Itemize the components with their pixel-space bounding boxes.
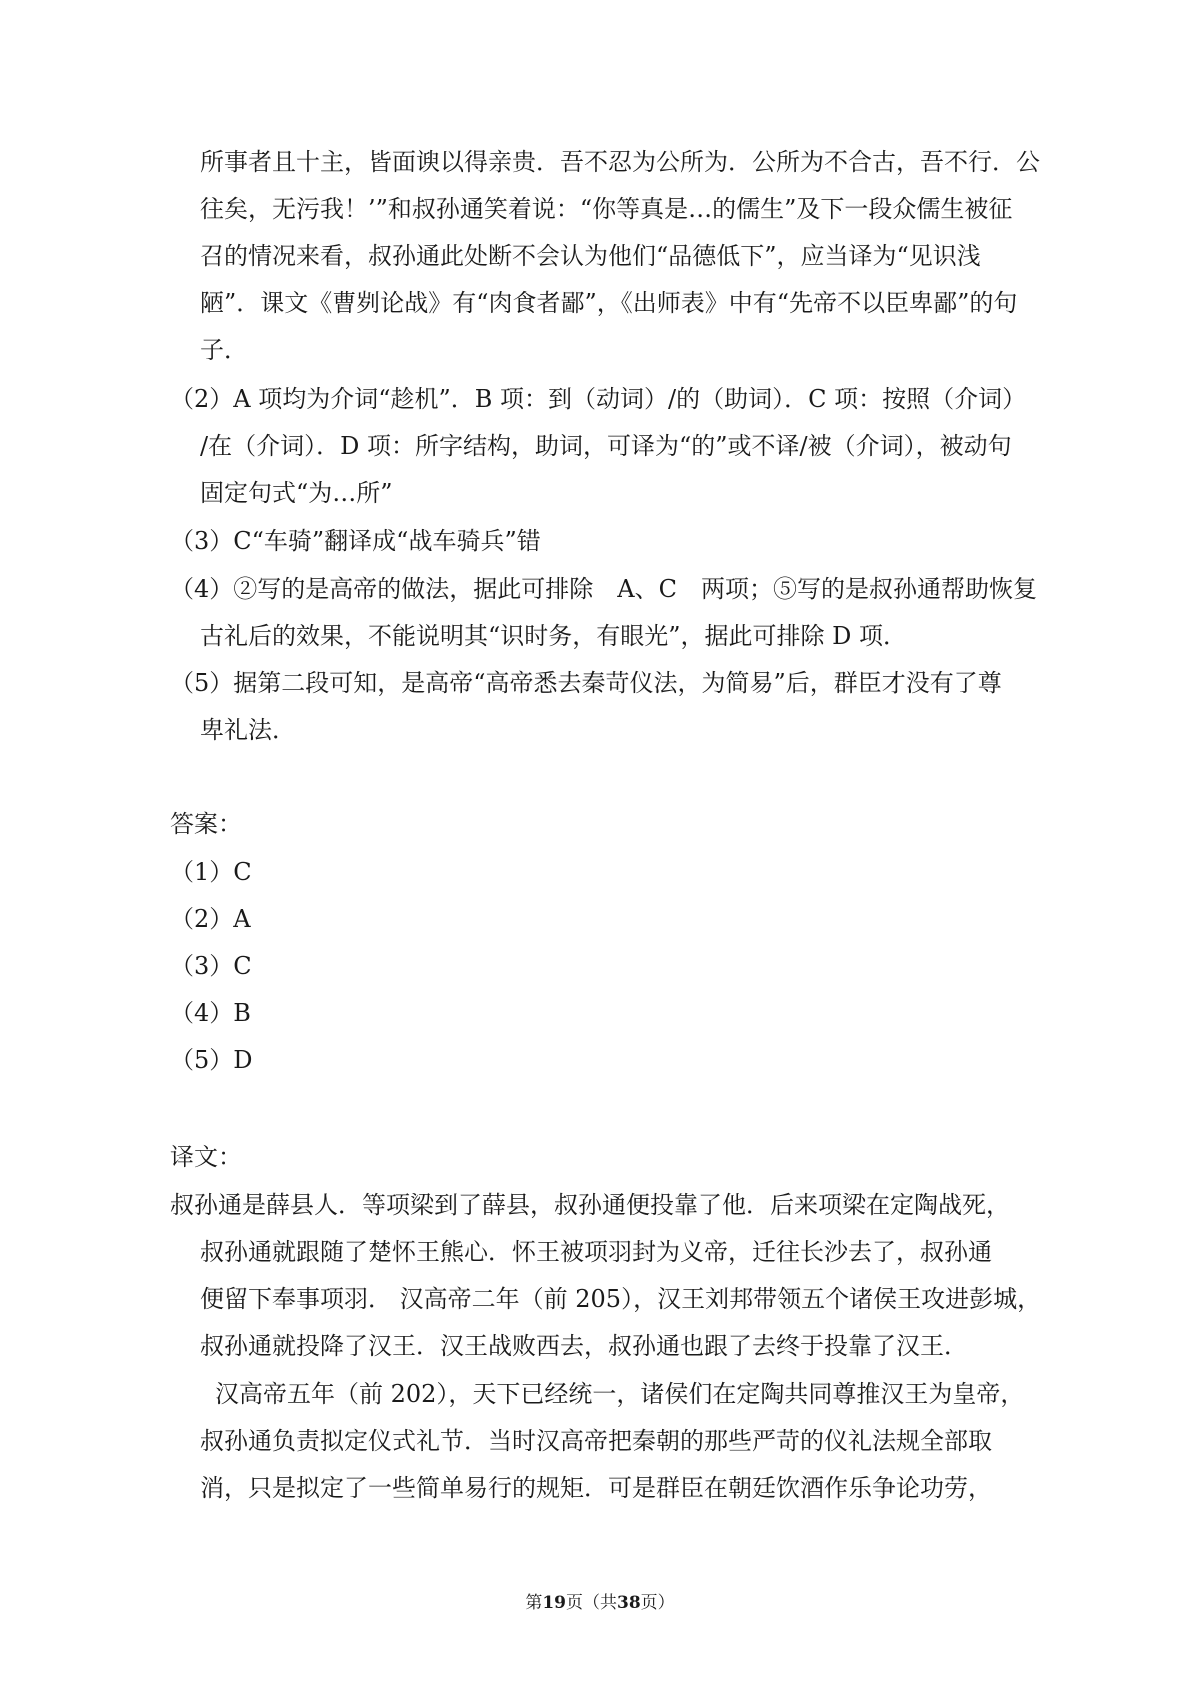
answer-item: （2）A: [170, 905, 251, 933]
translation-paragraph-line: 叔孙通就投降了汉王．汉王战败西去，叔孙通也跟了去终于投靠了汉王．: [200, 1332, 968, 1360]
explanation-item-2: （2）A 项均为介词“趁机”．B 项：到（动词）/的（助词）．C 项：按照（介词）: [170, 385, 1027, 413]
footer-middle: 页（共: [566, 1593, 617, 1613]
translation-paragraph-line: 叔孙通负责拟定仪式礼节．当时汉高帝把秦朝的那些严苛的仪礼法规全部取: [200, 1427, 992, 1455]
translation-paragraph-line: 消，只是拟定了一些简单易行的规矩．可是群臣在朝廷饮酒作乐争论功劳，: [200, 1474, 992, 1502]
explanation-item-3: （3）C“车骑”翻译成“战车骑兵”错: [170, 527, 541, 555]
footer-prefix: 第: [525, 1593, 543, 1613]
explanation-line: 召的情况来看，叔孙通此处断不会认为他们“品德低下”，应当译为“见识浅: [200, 242, 981, 270]
footer-total-pages: 38: [617, 1593, 641, 1613]
translation-paragraph-line: 叔孙通是薛县人．等项梁到了薛县，叔孙通便投靠了他．后来项梁在定陶战死，: [170, 1191, 1010, 1219]
explanation-item-5-line: 卑礼法．: [200, 716, 296, 744]
answer-item: （5）D: [170, 1046, 253, 1074]
translation-paragraph-line: 汉高帝五年（前 202），天下已经统一，诸侯们在定陶共同尊推汉王为皇帝，: [215, 1380, 1025, 1408]
explanation-item-4: （4）②写的是高帝的做法，据此可排除 A、C 两项；⑤写的是叔孙通帮助恢复: [170, 575, 1037, 603]
footer-page-number: 19: [542, 1593, 566, 1613]
answer-item: （1）C: [170, 858, 252, 886]
answer-item: （4）B: [170, 999, 251, 1027]
translation-heading: 译文：: [170, 1143, 242, 1171]
translation-paragraph-line: 便留下奉事项羽． 汉高帝二年（前 205），汉王刘邦带领五个诸侯王攻进彭城，: [200, 1285, 1042, 1313]
answer-item: （3）C: [170, 952, 252, 980]
explanation-item-4-line: 古礼后的效果，不能说明其“识时务，有眼光”，据此可排除 D 项．: [200, 622, 908, 650]
answers-heading: 答案：: [170, 810, 242, 838]
explanation-item-2-line: 固定句式“为…所”: [200, 479, 393, 507]
footer-suffix: 页）: [640, 1593, 675, 1613]
explanation-line: 往矣，无污我！’”和叔孙通笑着说：“你等真是…的儒生”及下一段众儒生被征: [200, 195, 1013, 223]
explanation-line: 所事者且十主，皆面谀以得亲贵．吾不忍为公所为．公所为不合古，吾不行．公: [200, 148, 1040, 176]
explanation-line: 子．: [200, 336, 248, 364]
explanation-item-2-line: /在（介词）．D 项：所字结构，助词，可译为“的”或不译/被（介词），被动句: [200, 432, 1012, 460]
page-footer: [0, 1592, 1200, 1614]
translation-paragraph-line: 叔孙通就跟随了楚怀王熊心．怀王被项羽封为义帝，迁往长沙去了，叔孙通: [200, 1238, 992, 1266]
explanation-item-5: （5）据第二段可知，是高帝“高帝悉去秦苛仪法，为简易”后，群臣才没有了尊: [170, 669, 1002, 697]
explanation-line: 陋”．课文《曹刿论战》有“肉食者鄙”，《出师表》中有“先帝不以臣卑鄙”的句: [200, 289, 1018, 317]
